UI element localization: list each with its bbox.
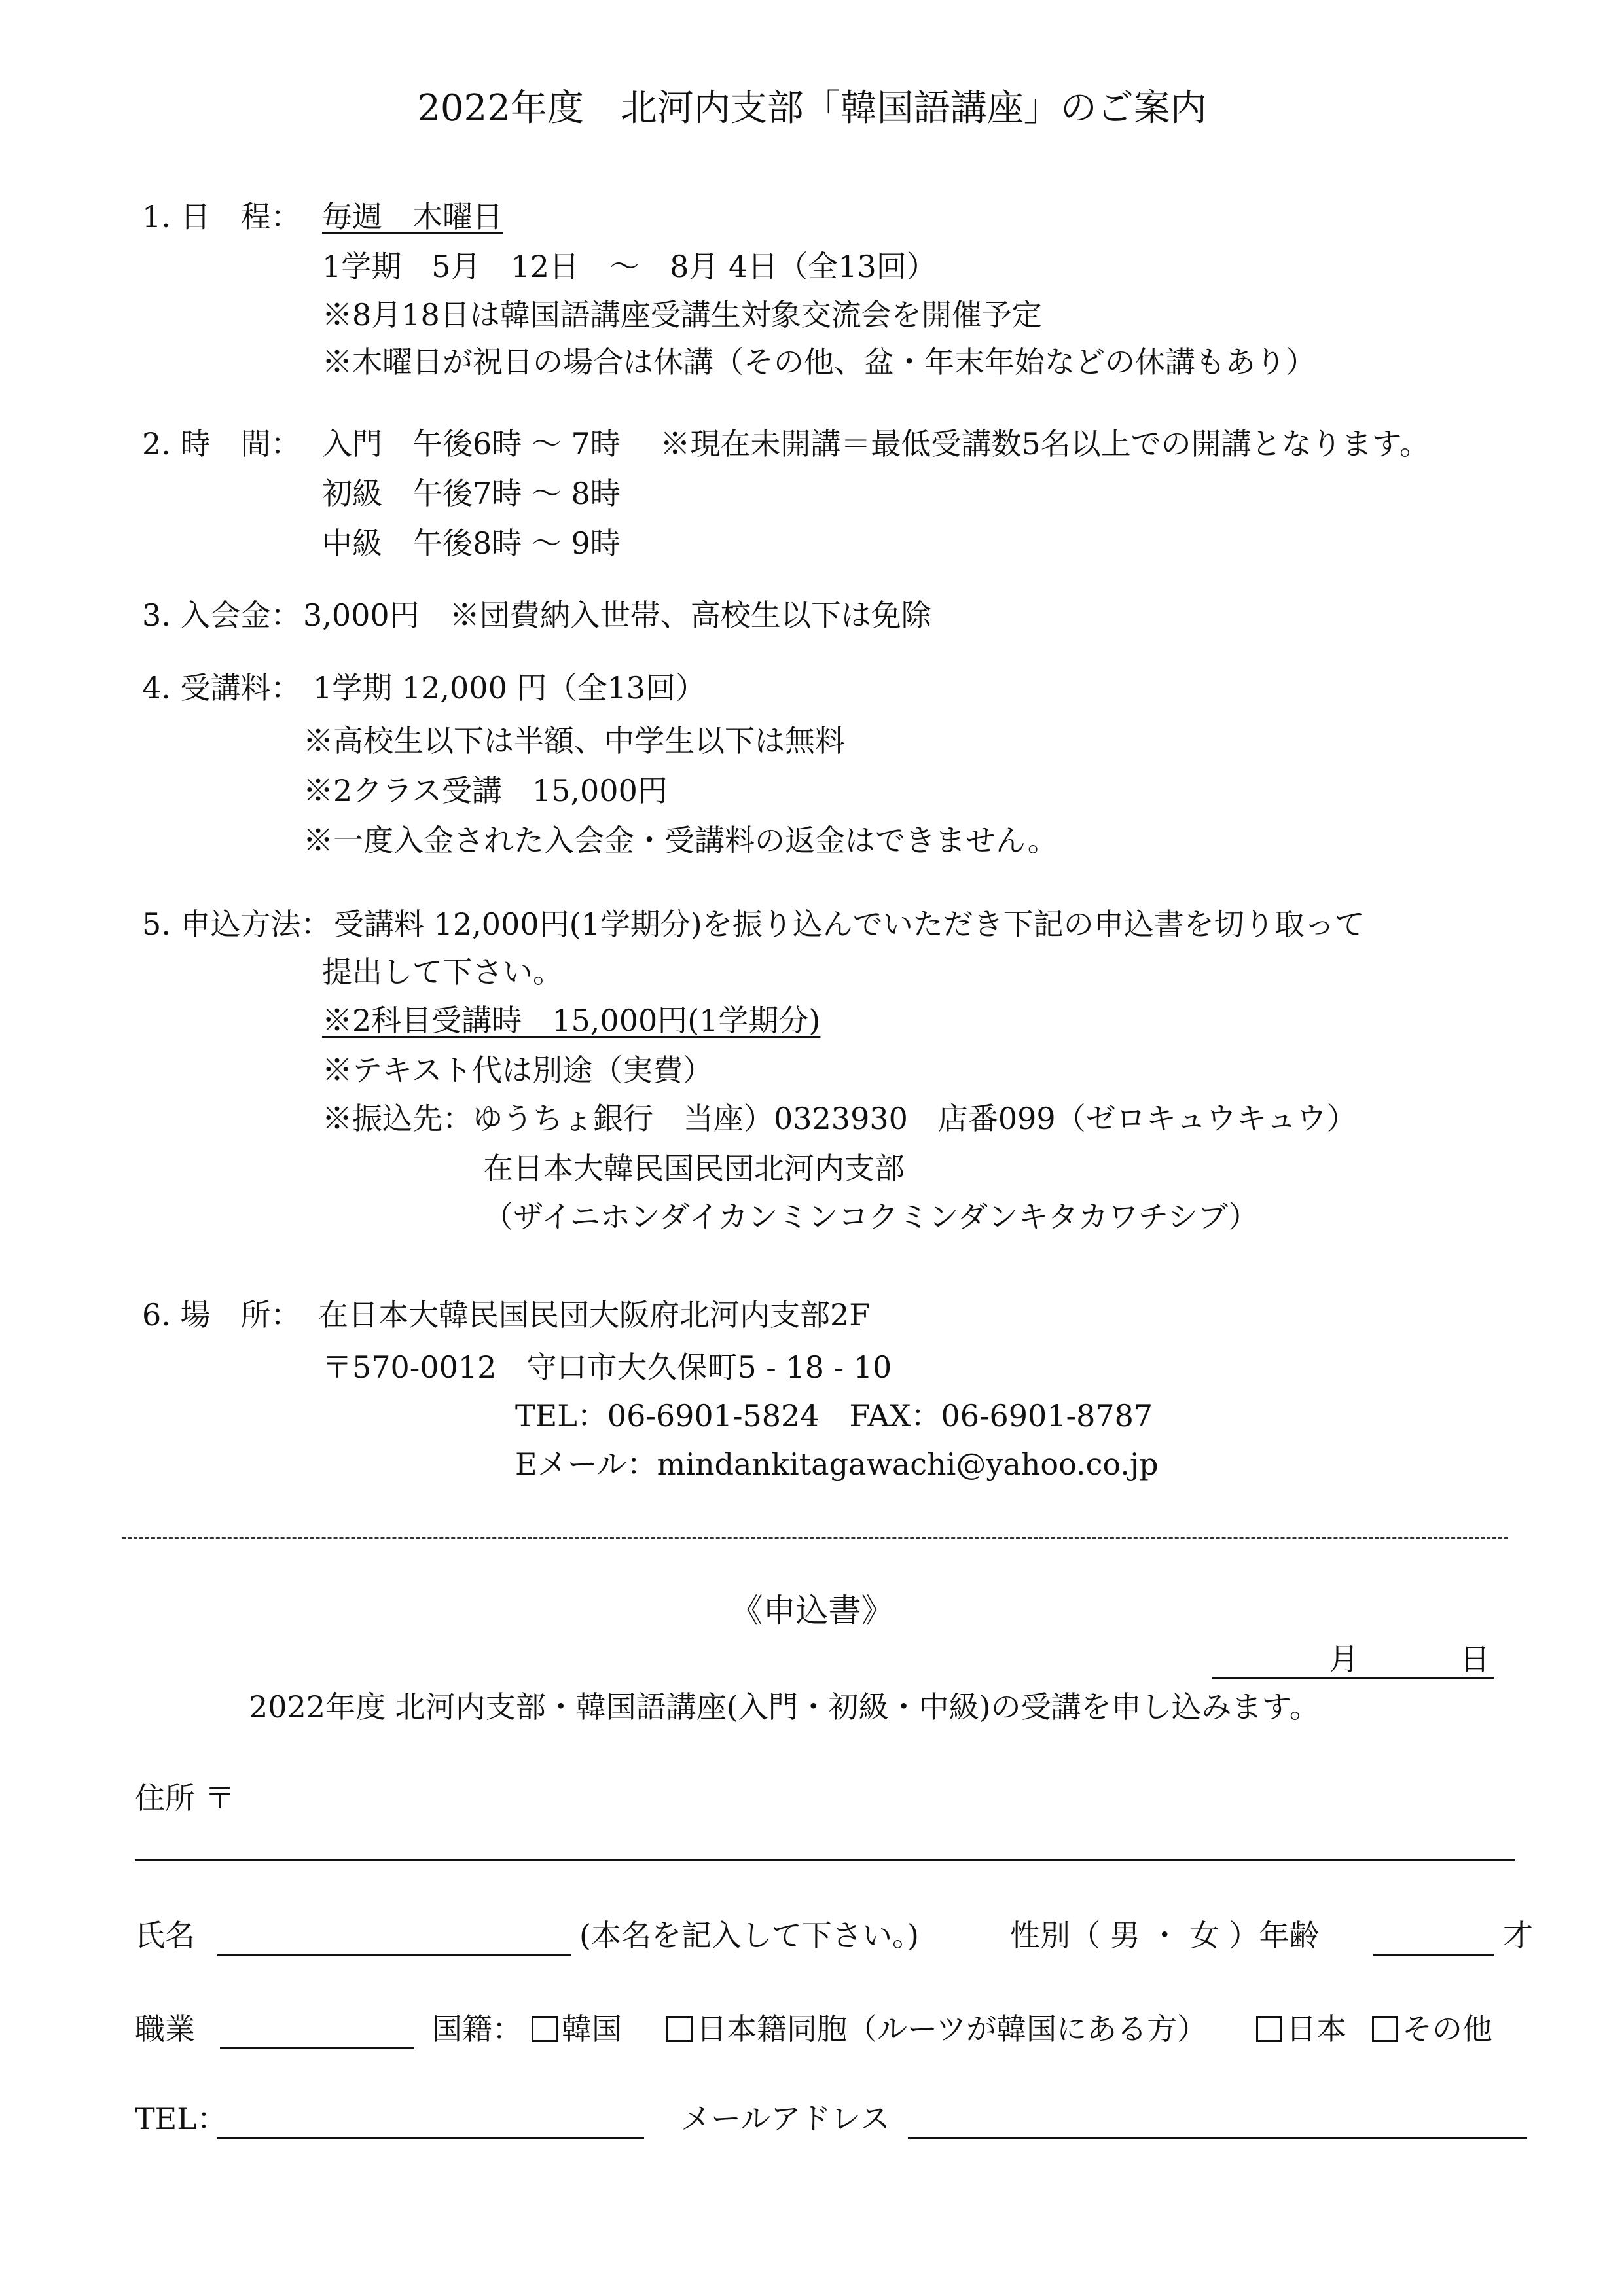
place-address: 〒570-0012 守口市大久保町5 - 18 - 10 — [322, 1350, 892, 1385]
nationality-korea[interactable]: 韓国 — [532, 2011, 622, 2047]
job-field[interactable] — [220, 2047, 414, 2049]
course-fee-line: ※高校生以下は半額、中学生以下は無料 — [303, 723, 845, 759]
checkbox[interactable] — [666, 2016, 693, 2042]
time-line: 中級 午後8時 ～ 9時 — [322, 526, 621, 561]
checkbox[interactable] — [1372, 2016, 1398, 2042]
time-line: 初級 午後7時 ～ 8時 — [322, 476, 621, 511]
tel-field[interactable] — [217, 2137, 644, 2139]
time-label: 2. 時 間： — [142, 426, 301, 461]
name-field[interactable] — [217, 1954, 571, 1956]
tel-label: TEL： — [135, 2101, 227, 2136]
job-label: 職業 — [135, 2011, 195, 2047]
apply-line: 提出して下さい。 — [322, 954, 563, 990]
age-field[interactable] — [1373, 1954, 1494, 1956]
schedule-line: 1学期 5月 12日 ～ 8月 4日（全13回） — [322, 249, 937, 284]
address-label: 住所 〒 — [135, 1780, 235, 1816]
place-label: 6. 場 所： — [142, 1297, 301, 1333]
course-fee-label: 4. 受講料： — [142, 670, 301, 706]
place-phone: TEL：06-6901-5824 FAX：06-6901-8787 — [515, 1398, 1153, 1433]
schedule-head: 毎週 木曜日 — [322, 199, 503, 234]
nationality-japanese-korean[interactable]: 日本籍同胞（ルーツが韓国にある方） — [666, 2011, 1207, 2047]
account-kana: （ザイニホンダイカンミンコクミンダンキタカワチシブ） — [483, 1199, 1259, 1234]
bank-info: ※振込先：ゆうちょ銀行 当座）0323930 店番099（ゼロキュウキュウ） — [322, 1101, 1357, 1136]
schedule-label: 1. 日 程： — [142, 199, 301, 234]
name-note: (本名を記入して下さい。) — [579, 1918, 919, 1953]
course-fee-line: ※一度入金された入会金・受講料の返金はできません。 — [303, 823, 1058, 858]
place-head: 在日本大韓民国民団大阪府北河内支部2F — [318, 1297, 871, 1333]
apply-two-subjects: ※2科目受講時 15,000円(1学期分) — [322, 1003, 821, 1038]
form-title: 《申込書》 — [730, 1592, 894, 1630]
form-statement: 2022年度 北河内支部・韓国語講座(入門・初級・中級)の受講を申し込みます。 — [249, 1689, 1320, 1725]
checkbox[interactable] — [1256, 2016, 1282, 2042]
course-fee-line: ※2クラス受講 15,000円 — [303, 773, 668, 808]
nationality-label: 国籍： — [432, 2011, 522, 2047]
schedule-line: ※8月18日は韓国語講座受講生対象交流会を開催予定 — [322, 297, 1042, 332]
account-name: 在日本大韓民国民団北河内支部 — [483, 1151, 905, 1186]
cut-line — [122, 1537, 1508, 1539]
place-email: Eメール：mindankitagawachi@yahoo.co.jp — [515, 1446, 1159, 1482]
mail-label: メールアドレス — [681, 2101, 890, 2136]
nationality-other[interactable]: その他 — [1372, 2011, 1492, 2047]
page-title: 2022年度 北河内支部「韓国語講座」のご案内 — [417, 87, 1207, 130]
entry-fee-text: 3,000円 ※団費納入世帯、高校生以下は免除 — [303, 598, 931, 633]
apply-head: 受講料 12,000円(1学期分)を振り込んでいただき下記の申込書を切り取って — [334, 906, 1365, 942]
schedule-line: ※木曜日が祝日の場合は休講（その他、盆・年末年始などの休講もあり） — [322, 344, 1316, 380]
nationality-japan[interactable]: 日本 — [1256, 2011, 1346, 2047]
name-label: 氏名 — [135, 1918, 195, 1953]
apply-text-fee: ※テキスト代は別途（実費） — [322, 1052, 713, 1088]
time-line: 入門 午後6時 ～ 7時 ※現在未開講＝最低受講数5名以上での開講となります。 — [322, 426, 1430, 461]
entry-fee-label: 3. 入会金： — [142, 598, 301, 633]
gender-age-label: 性別（ 男 ・ 女 ）年齢 — [1010, 1918, 1320, 1953]
age-unit: 才 — [1503, 1918, 1533, 1953]
apply-label: 5. 申込方法： — [142, 906, 331, 942]
mail-field[interactable] — [908, 2137, 1527, 2139]
checkbox[interactable] — [532, 2016, 558, 2042]
address-field[interactable] — [135, 1859, 1515, 1861]
course-fee-head: 1学期 12,000 円（全13回） — [313, 670, 706, 706]
form-month: 月 — [1329, 1641, 1359, 1677]
form-day: 日 — [1460, 1641, 1490, 1677]
date-field[interactable] — [1212, 1677, 1494, 1679]
